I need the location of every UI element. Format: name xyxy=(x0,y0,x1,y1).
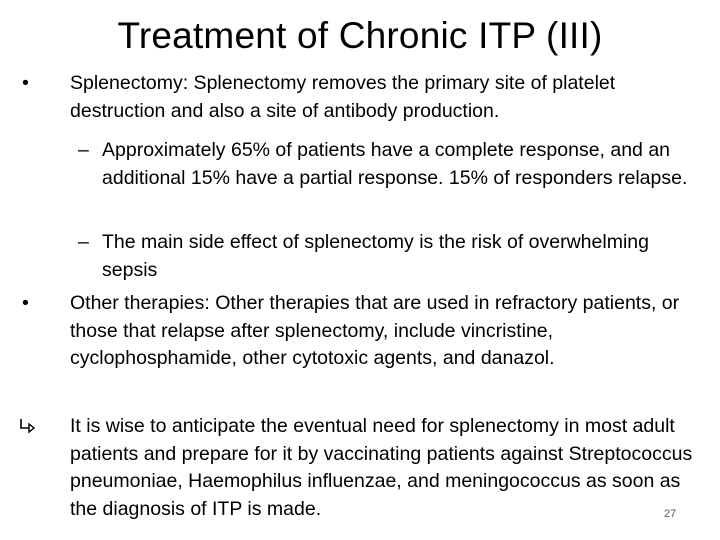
slide-title: Treatment of Chronic ITP (III) xyxy=(117,15,603,56)
page-number: 27 xyxy=(664,508,677,520)
bullet-text: Other therapies: Other therapies that are used in refractory patients, or those that relapse after splenectomy, include vincristine, cyclophosphamide, other cytotoxic agents, and danazol. xyxy=(70,292,680,369)
subbullet-side-effect xyxy=(22,229,702,284)
dash-marker: – xyxy=(78,231,89,253)
bullet-text: It is wise to anticipate the eventual need for splenectomy in most adult patients and prepare for it by vaccinating patients against Streptococcus pneumoniae, Haemophilus influenzae, and meningococcus as soon as the diagnosis of ITP is made. xyxy=(70,415,693,520)
subbullet-text: Approximately 65% of patients have a complete response, and an additional 15% have a partial response. 15% of responders relapse. xyxy=(102,139,688,189)
bullet-splenectomy xyxy=(22,70,702,125)
subbullet-text: The main side effect of splenectomy is the risk of overwhelming sepsis xyxy=(102,231,649,281)
bullet-text: Splenectomy: Splenectomy removes the primary site of platelet destruction and also a site of antibody production. xyxy=(70,72,616,122)
bullet-other-therapies xyxy=(22,290,702,373)
bullet-vaccination xyxy=(22,413,702,523)
subbullet-response-rates xyxy=(22,137,702,192)
arrow-icon xyxy=(18,416,38,436)
bullet-marker: • xyxy=(22,72,29,94)
bullet-marker: • xyxy=(22,292,29,314)
dash-marker: – xyxy=(78,139,89,161)
